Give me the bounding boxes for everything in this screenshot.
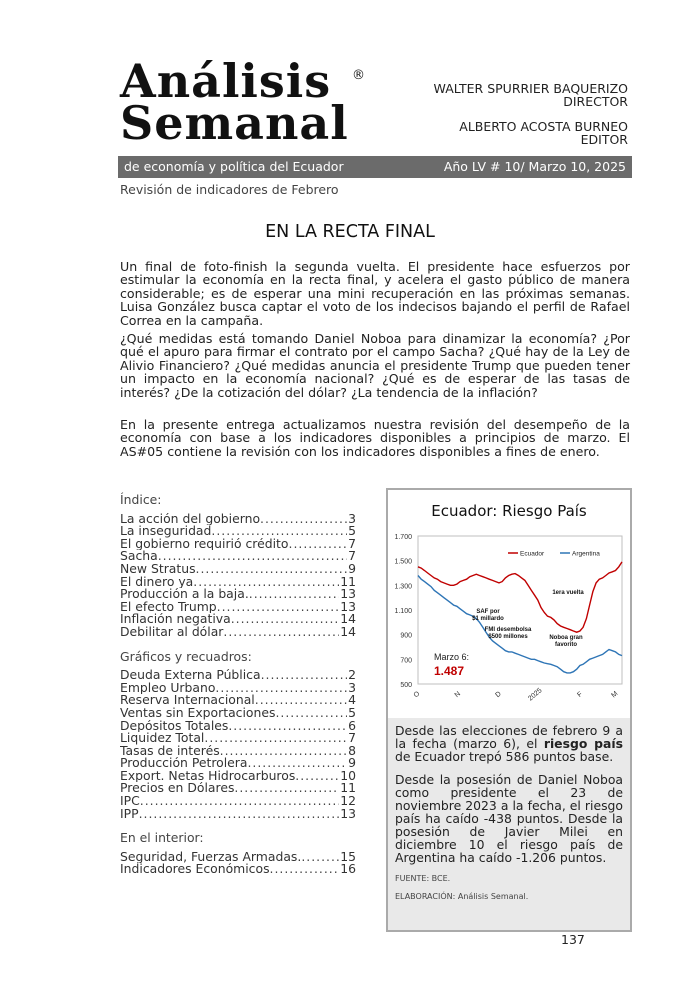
index-row-label: Ventas sin Exportaciones [120, 706, 276, 720]
x-tick-label: N [453, 690, 463, 700]
index-row [120, 538, 356, 551]
index-row [120, 795, 356, 808]
x-tick-label: M [610, 690, 620, 700]
chart-title: Ecuador: Riesgo País [431, 502, 587, 520]
index-row-leader [223, 626, 339, 639]
callout-value: 1.487 [434, 664, 465, 678]
index-row-leader [139, 808, 340, 821]
index-row-leader [211, 525, 347, 538]
annotation-label: 1era vuelta [552, 590, 584, 596]
index-row [120, 720, 356, 733]
index-row-page: 4 [348, 694, 356, 707]
index-row [120, 745, 356, 758]
index-row [120, 601, 356, 614]
y-tick-label: 1.100 [394, 608, 412, 615]
page-number: 137 [561, 932, 585, 947]
annotation-label: SAF por $1 millardo [472, 609, 504, 622]
index-row-page: 13 [340, 600, 356, 614]
charts-heading: Gráficos y recuadros: [120, 648, 252, 664]
annotation-label: FMI desembolsa $500 millones [484, 627, 532, 640]
index-row-label: El dinero ya [120, 575, 194, 589]
index-row-page: 11 [340, 782, 356, 796]
index-row-label: Export. Netas Hidrocarburos [120, 769, 296, 783]
index-row [120, 808, 356, 821]
index-row-label: Depósitos Totales [120, 719, 229, 733]
index-row-page: 11 [340, 575, 356, 589]
logo-line-2: Semanal [120, 96, 349, 150]
index-row-page: 5 [348, 525, 356, 538]
index-row-label: La inseguridad [120, 525, 212, 538]
index-row-label: El efecto Trump [120, 600, 217, 614]
index-row [120, 682, 356, 695]
article-title: EN LA RECTA FINAL [265, 222, 435, 242]
y-tick-label: 1.500 [394, 558, 412, 566]
index-row-page: 15 [340, 850, 356, 864]
riesgo-pais-box [386, 488, 632, 932]
index-row-leader [220, 745, 347, 758]
index-row [120, 550, 356, 563]
x-tick-label: 2025 [527, 687, 544, 703]
index-row-page: 13 [340, 588, 356, 601]
index-row-leader [249, 588, 339, 601]
index-row-leader [231, 613, 340, 626]
index-row-leader [217, 601, 340, 614]
index-row-page: 14 [340, 613, 356, 626]
subhead: Revisión de indicadores de Febrero [120, 182, 339, 197]
interior-heading: En el interior: [120, 830, 204, 846]
sidebar-text1-pre: Desde las elecciones de febrero 9 a la fecha (marzo 6), el [395, 723, 623, 751]
index-row-label: Producción a la baja. [120, 588, 249, 601]
paragraph-1: Un final de foto-finish la segunda vuelta. El presidente hace esfuerzos por estimular la economía en la recta final, y acelera el gasto público de manera considerable; es de esperar una mini recuperación en las próximas semanas. Luisa González busca captar el voto de los indecisos bajando el perfil de Rafael Correa en la campaña. [120, 259, 630, 328]
index-row [120, 626, 356, 639]
sidebar-text1-post: de Ecuador trepó 586 puntos base. [395, 749, 614, 764]
logo [120, 54, 370, 155]
registered-mark: ® [352, 68, 365, 83]
index-row [120, 707, 356, 720]
y-tick-label: 900 [400, 632, 412, 640]
table-of-contents [120, 494, 356, 876]
index-row-page: 7 [348, 550, 356, 563]
index-row-page: 10 [340, 769, 356, 783]
index-row-label: Reserva Internacional [120, 694, 255, 707]
editor-role: EDITOR [580, 132, 628, 147]
editor-name: ALBERTO ACOSTA BURNEO [459, 119, 628, 134]
logo-line-1: Análisis [120, 54, 332, 108]
callout-label: Marzo 6: [434, 652, 470, 662]
index-row [120, 757, 356, 770]
index-row-leader [275, 707, 347, 720]
index-row-leader [193, 576, 339, 589]
index-row-label: Empleo Urbano [120, 681, 216, 695]
y-tick-label: 1.300 [394, 583, 412, 591]
index-row-leader [140, 795, 339, 808]
paragraph-3: En la presente entrega actualizamos nuestra revisión del desempeño de la economía con base a los indicadores disponibles a principios de marzo. El AS#05 contiene la revisión con los indicadores disponibles a fines de enero. [120, 417, 630, 459]
index-row-leader [234, 782, 339, 795]
index-row [120, 588, 356, 601]
riesgo-pais-chart [388, 490, 630, 716]
index-row-label: Seguridad, Fuerzas Armadas. [120, 850, 302, 864]
index-row-label: Inflación negativa [120, 613, 231, 626]
y-tick-label: 500 [400, 682, 412, 689]
sidebar-paragraph-1 [395, 724, 623, 763]
index-row-page: 9 [348, 757, 356, 770]
index-row [120, 732, 356, 745]
index-row-label: Sacha [120, 550, 158, 563]
index-heading: Índice: [120, 492, 162, 507]
y-tick-label: 700 [400, 657, 412, 665]
index-row-leader [270, 863, 340, 876]
index-row-page: 12 [340, 795, 356, 808]
index-row-page: 3 [348, 681, 356, 695]
index-row-leader [255, 694, 347, 707]
index-row-page: 7 [348, 537, 356, 551]
index-row-leader [261, 669, 348, 682]
index-row-page: 14 [340, 625, 356, 639]
director-role: DIRECTOR [563, 94, 628, 109]
index-row-leader [295, 770, 339, 783]
index-row-leader [260, 513, 347, 526]
index-row-page: 8 [348, 744, 356, 758]
index-row-label: Debilitar al dólar [120, 625, 224, 639]
y-tick-label: 1.700 [394, 534, 412, 541]
index-row-label: Precios en Dólares [120, 782, 235, 796]
sidebar-paragraph-2: Desde la posesión de Daniel Noboa como presidente el 23 de noviembre 2023 a la fecha, el riesgo país ha caído -438 puntos. Desde la posesión de Javier Milei en diciembre 10 el riesgo país de Argentina ha caído -1.206 puntos. [395, 772, 623, 865]
source-note: FUENTE: BCE. [395, 874, 451, 883]
index-row-leader [158, 550, 347, 563]
index-row-leader [228, 720, 347, 733]
index-row-label: IPP [120, 807, 139, 821]
index-row [120, 513, 356, 526]
series-line-ecuador [418, 562, 622, 632]
sidebar-text [388, 718, 630, 930]
index-row-label: Producción Petrolera [120, 757, 248, 770]
index-row-label: Deuda Externa Pública [120, 669, 261, 682]
index-row [120, 669, 356, 682]
index-row-leader [301, 851, 339, 864]
index-row [120, 525, 356, 538]
index-row-page: 2 [348, 669, 356, 682]
index-row-leader [215, 682, 347, 695]
legend-label-argentina: Argentina [572, 550, 600, 558]
annotation-label: Noboa gran favorito [549, 635, 583, 648]
index-row [120, 770, 356, 783]
staff-credits [434, 82, 628, 146]
tagline: de economía y política del Ecuador [124, 159, 344, 174]
index-row-label: El gobierno requirió crédito [120, 537, 289, 551]
index-row-label: New Stratus [120, 562, 196, 576]
index-row [120, 694, 356, 707]
index-row-page: 9 [348, 562, 356, 576]
index-row-label: Tasas de interés [120, 744, 220, 758]
director-name: WALTER SPURRIER BAQUERIZO [433, 81, 628, 96]
index-row-leader [247, 757, 347, 770]
index-row-label: Liquidez Total [120, 732, 205, 745]
index-row [120, 613, 356, 626]
index-row-label: La acción del gobierno [120, 512, 261, 526]
index-row-page: 3 [348, 512, 356, 526]
index-row [120, 782, 356, 795]
issue-info: Año LV # 10/ Marzo 10, 2025 [443, 159, 626, 174]
index-row-leader [196, 563, 348, 576]
paragraph-2: ¿Qué medidas está tomando Daniel Noboa para dinamizar la economía? ¿Por qué el apuro para firmar el contrato por el campo Sacha? ¿Qué hay de la Ley de Alivio Financiero? ¿Qué medidas anuncia el presidente Trump que pueden tener un impacto en la economía nacional? ¿Qué es de esperar de las tasas de interés? ¿De la cotización del dólar? ¿La tendencia de la inflación? [120, 331, 630, 400]
index-row [120, 863, 356, 876]
index-row-page: 16 [340, 863, 356, 877]
index-row-label: IPC [120, 795, 140, 808]
legend-label-ecuador: Ecuador [520, 550, 545, 558]
index-row-page: 7 [348, 732, 356, 745]
index-row-page: 6 [348, 719, 356, 733]
index-row-label: Indicadores Económicos [120, 863, 270, 877]
masthead-band [118, 156, 632, 178]
sidebar-text1-bold: riesgo país [543, 736, 624, 751]
index-row-page: 5 [348, 706, 356, 720]
x-tick-label: F [576, 690, 585, 699]
index-row [120, 576, 356, 589]
index-row [120, 851, 356, 864]
index-row [120, 563, 356, 576]
x-tick-label: O [412, 690, 422, 700]
x-tick-label: D [494, 690, 503, 700]
index-row-leader [204, 732, 347, 745]
index-row-page: 13 [340, 807, 356, 821]
index-row-leader [289, 538, 348, 551]
credit-note: ELABORACIÓN: Análisis Semanal. [395, 892, 529, 901]
